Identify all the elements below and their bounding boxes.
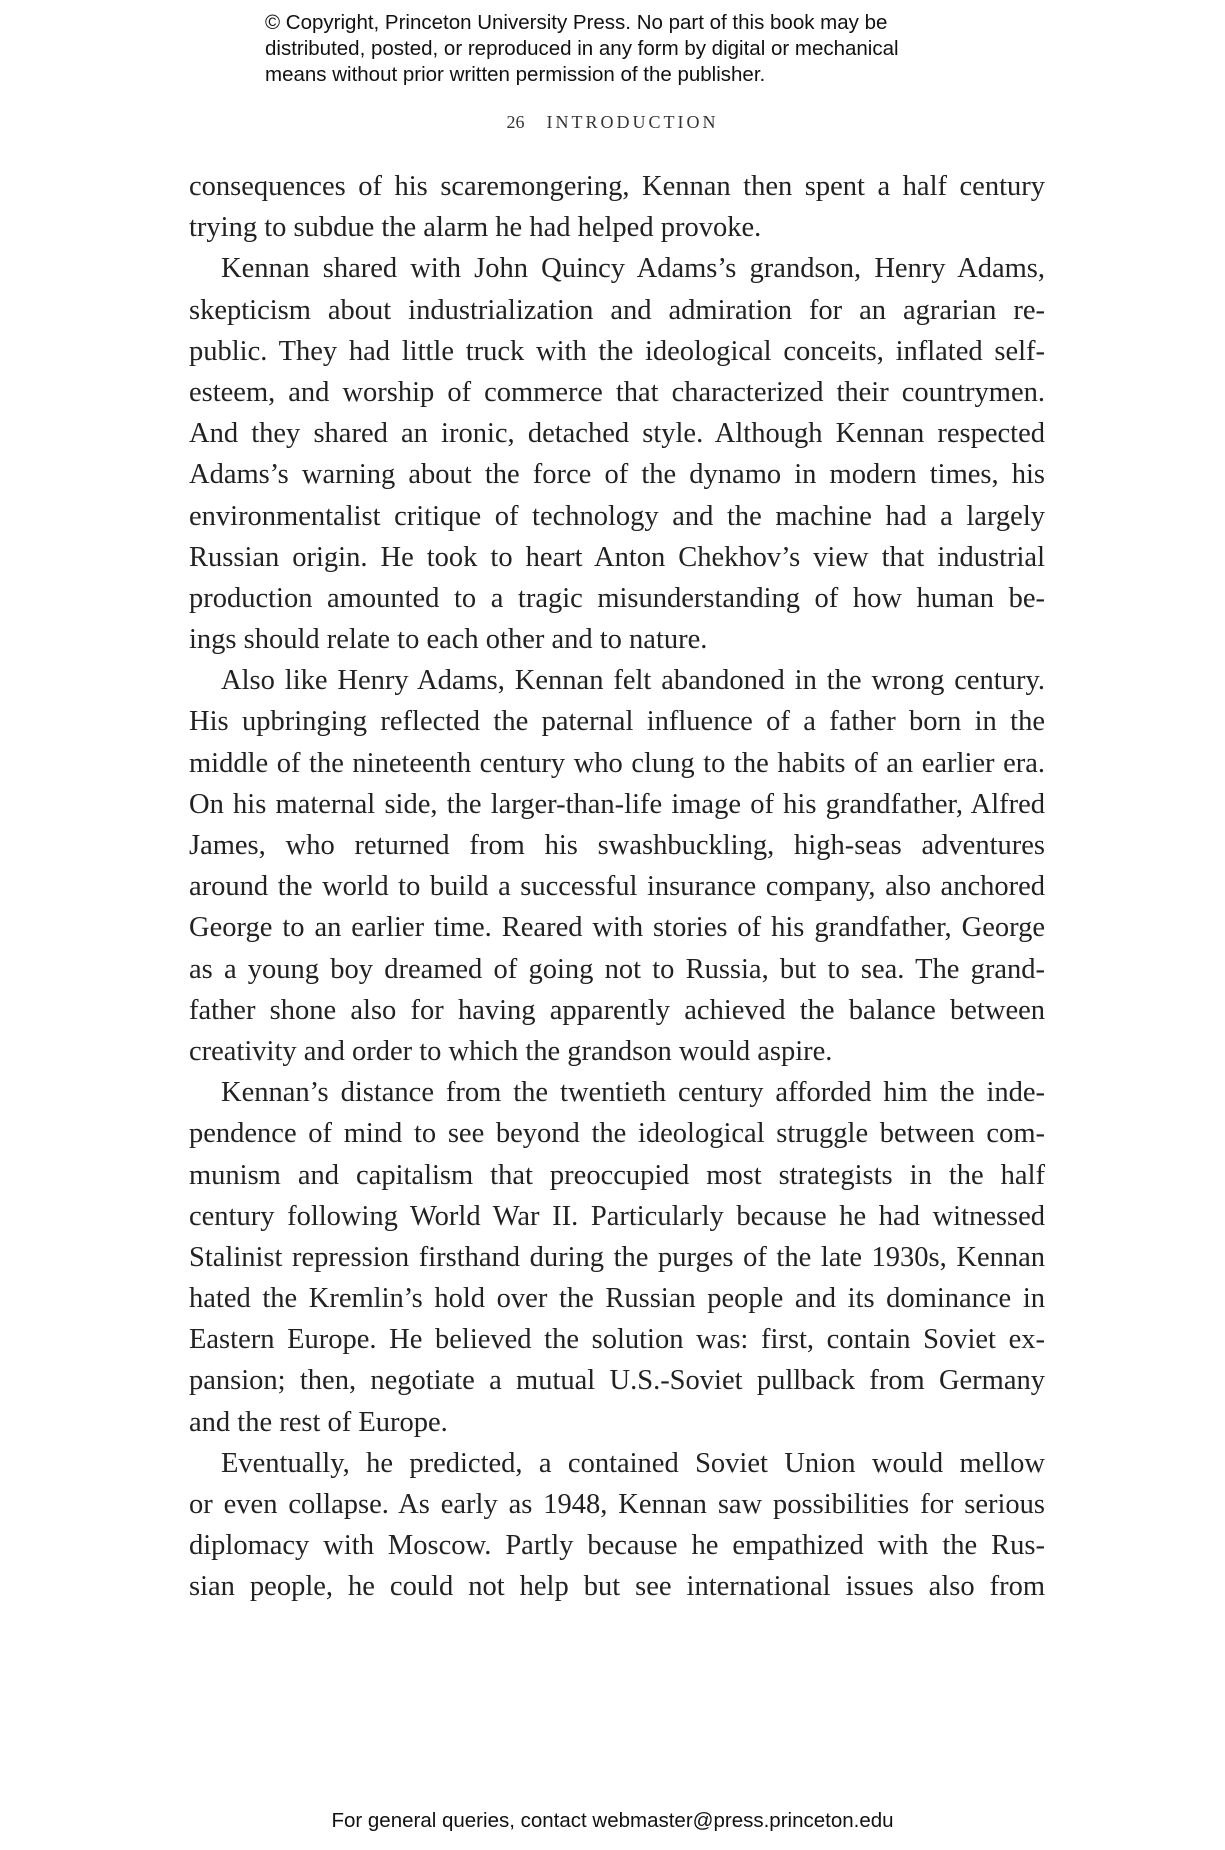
text-line: Also like Henry Adams, Kennan felt abandoned in the wrong century.	[221, 665, 1045, 697]
text-line: pendence of mind to see beyond the ideological struggle between com-	[189, 1118, 1045, 1150]
text-line: as a young boy dreamed of going not to Russia, but to sea. The grand-	[189, 953, 1045, 985]
text-line: And they shared an ironic, detached style. Although Kennan respected	[189, 418, 1045, 450]
page-number: 26	[506, 112, 525, 132]
text-line: Russian origin. He took to heart Anton Chekhov’s view that industrial	[189, 541, 1045, 573]
paragraph	[189, 166, 1045, 248]
text-line: On his maternal side, the larger-than-life image of his grandfather, Alfred	[189, 788, 1045, 820]
text-line: Eastern Europe. He believed the solution was: first, contain Soviet ex-	[189, 1324, 1045, 1356]
paragraph	[189, 1072, 1045, 1443]
text-line: public. They had little truck with the ideological conceits, inflated self-	[189, 335, 1045, 367]
text-line: pansion; then, negotiate a mutual U.S.-Soviet pullback from Germany	[189, 1365, 1045, 1397]
text-line: His upbringing reflected the paternal influence of a father born in the	[189, 706, 1045, 738]
section-title: INTRODUCTION	[546, 112, 719, 132]
paragraph	[189, 248, 1045, 660]
text-line: trying to subdue the alarm he had helped provoke.	[189, 212, 762, 244]
text-line: middle of the nineteenth century who clung to the habits of an earlier era.	[189, 747, 1045, 779]
text-line: and the rest of Europe.	[189, 1406, 448, 1438]
text-line: environmentalist critique of technology and the machine had a largely	[189, 500, 1045, 532]
paragraph	[189, 1443, 1045, 1608]
text-line: Kennan’s distance from the twentieth century afforded him the inde-	[221, 1077, 1045, 1109]
body-text	[189, 166, 1045, 1608]
copyright-line: © Copyright, Princeton University Press. No part of this book may be	[265, 11, 888, 34]
text-line: or even collapse. As early as 1948, Kennan saw possibilities for serious	[189, 1489, 1045, 1520]
text-line: around the world to build a successful insurance company, also anchored	[189, 871, 1045, 903]
running-head	[0, 112, 1225, 133]
text-line: skepticism about industrialization and admiration for an agrarian re-	[189, 294, 1045, 326]
text-line: sian people, he could not help but see international issues also from	[189, 1571, 1045, 1603]
text-line: diplomacy with Moscow. Partly because he empathized with the Rus-	[189, 1530, 1045, 1562]
text-line: production amounted to a tragic misunderstanding of how human be-	[189, 582, 1045, 614]
text-line: James, who returned from his swashbuckling, high-seas adventures	[189, 830, 1045, 861]
text-line: munism and capitalism that preoccupied most strategists in the half	[189, 1159, 1045, 1191]
text-line: consequences of his scaremongering, Kennan then spent a half century	[189, 171, 1045, 202]
text-line: creativity and order to which the grandson would aspire.	[189, 1035, 833, 1067]
text-line: Stalinist repression firsthand during the purges of the late 1930s, Kennan	[189, 1241, 1045, 1273]
footer-contact: For general queries, contact webmaster@press.princeton.edu	[331, 1809, 894, 1832]
text-line: century following World War II. Particularly because he had witnessed	[189, 1200, 1045, 1232]
text-line: George to an earlier time. Reared with stories of his grandfather, George	[189, 912, 1045, 944]
copyright-line: distributed, posted, or reproduced in any form by digital or mechanical	[265, 37, 899, 60]
text-line: hated the Kremlin’s hold over the Russian people and its dominance in	[189, 1283, 1045, 1315]
text-line: Kennan shared with John Quincy Adams’s grandson, Henry Adams,	[221, 253, 1045, 285]
text-line: Adams’s warning about the force of the dynamo in modern times, his	[189, 459, 1045, 491]
paragraph	[189, 660, 1045, 1072]
text-line: esteem, and worship of commerce that characterized their countrymen.	[189, 376, 1045, 408]
text-line: father shone also for having apparently achieved the balance between	[189, 994, 1045, 1026]
text-line: Eventually, he predicted, a contained Soviet Union would mellow	[221, 1447, 1045, 1479]
text-line: ings should relate to each other and to nature.	[189, 624, 708, 656]
copyright-notice	[265, 10, 1025, 88]
copyright-line: means without prior written permission of the publisher.	[265, 63, 766, 86]
